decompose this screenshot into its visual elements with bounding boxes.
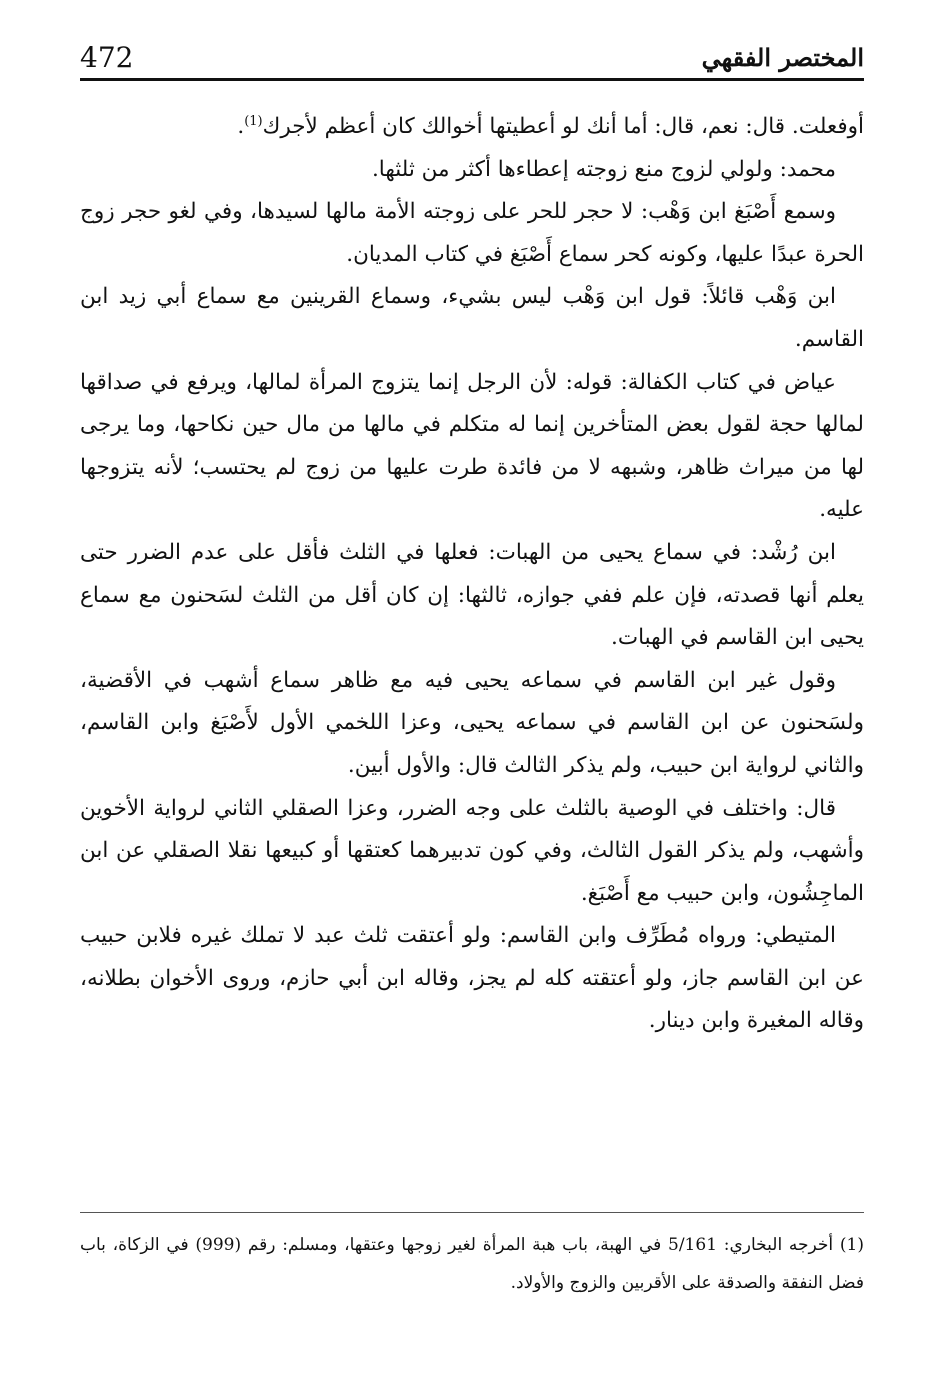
paragraph-7: وقول غير ابن القاسم في سماعه يحيى فيه مع ظاهر سماع أشهب في الأقضية، ولسَحنون عن ابن القاسم في سماعه يحيى، وعزا اللخمي الأول لأَصْبَغ وابن القاسم، والثاني لرواية ابن حبيب، ولم يذكر الثالث قال: والأول أبين. [80,667,864,778]
footnote-reference[interactable]: (1) [244,113,263,129]
footnote-text: (1) أخرجه البخاري: 5/161 في الهبة، باب هبة المرأة لغير زوجها وعتقها، ومسلم: رقم (999) في الزكاة، باب فضل النفقة والصدقة على الأقربين والزوج والأولاد. [80,1235,864,1293]
paragraph-1-end: . [237,114,245,139]
paragraph-3: وسمع أَصْبَغ ابن وَهْب: لا حجر للحر على زوجته الأمة مالها لسيدها، وفي لغو حجر زوج الحرة عبدًا عليها، وكونه كحر سماع أَصْبَغ في كتاب المديان. [80,199,864,267]
paragraph-1 [80,106,864,149]
book-title: المختصر الفقهي [701,43,864,72]
main-text [80,106,864,1043]
paragraph-5: عياض في كتاب الكفالة: قوله: لأن الرجل إنما يتزوج المرأة لمالها، ويرفع في صداقها لمالها حجة لقول بعض المتأخرين إنما له متكلم في مالها من مال حين نكاحها، وما يرجى لها من ميراث ظاهر، وشبهه لا من فائدة طرت عليها من زوج لم يحتسب؛ لأنه يتزوجها عليه. [80,369,864,523]
footnote [80,1226,864,1302]
paragraph-6: ابن رُشْد: في سماع يحيى من الهبات: فعلها في الثلث فأقل على عدم الضرر حتى يعلم أنها قصدته، فإن علم ففي جوازه، ثالثها: إن كان أقل من الثلث لسَحنون مع سماع يحيى ابن القاسم في الهبات. [80,539,864,651]
paragraph-4: ابن وَهْب قائلاً: قول ابن وَهْب ليس بشيء، وسماع القرينين مع سماع أبي زيد ابن القاسم. [80,284,864,352]
paragraph-9: المتيطي: ورواه مُطَرِّف وابن القاسم: ولو أعتقت ثلث عبد لا تملك غيره فلابن حبيب عن ابن القاسم جاز، ولو أعتقته كله لم يجز، وقاله ابن أبي حازم، وروى الأخوان بطلانه، وقاله المغيرة وابن دينار. [80,923,864,1034]
page-header [80,34,864,81]
paragraph-2: محمد: ولولي لزوج منع زوجته إعطاءها أكثر من ثلثها. [371,156,836,182]
paragraph-1-text: أوفعلت. قال: نعم، قال: أما أنك لو أعطيتها أخوالك كان أعظم لأجرك [262,114,864,139]
footnote-divider [80,1212,864,1213]
paragraph-8: قال: واختلف في الوصية بالثلث على وجه الضرر، وعزا الصقلي الثاني لرواية الأخوين وأشهب، ولم يذكر القول الثالث، وفي كون تدبيرهما كعتقها أو كبيعها نقلا الصقلي عن ابن الماجِشُون، وابن حبيب مع أَصْبَغ. [80,795,864,906]
page-number: 472 [80,41,134,74]
